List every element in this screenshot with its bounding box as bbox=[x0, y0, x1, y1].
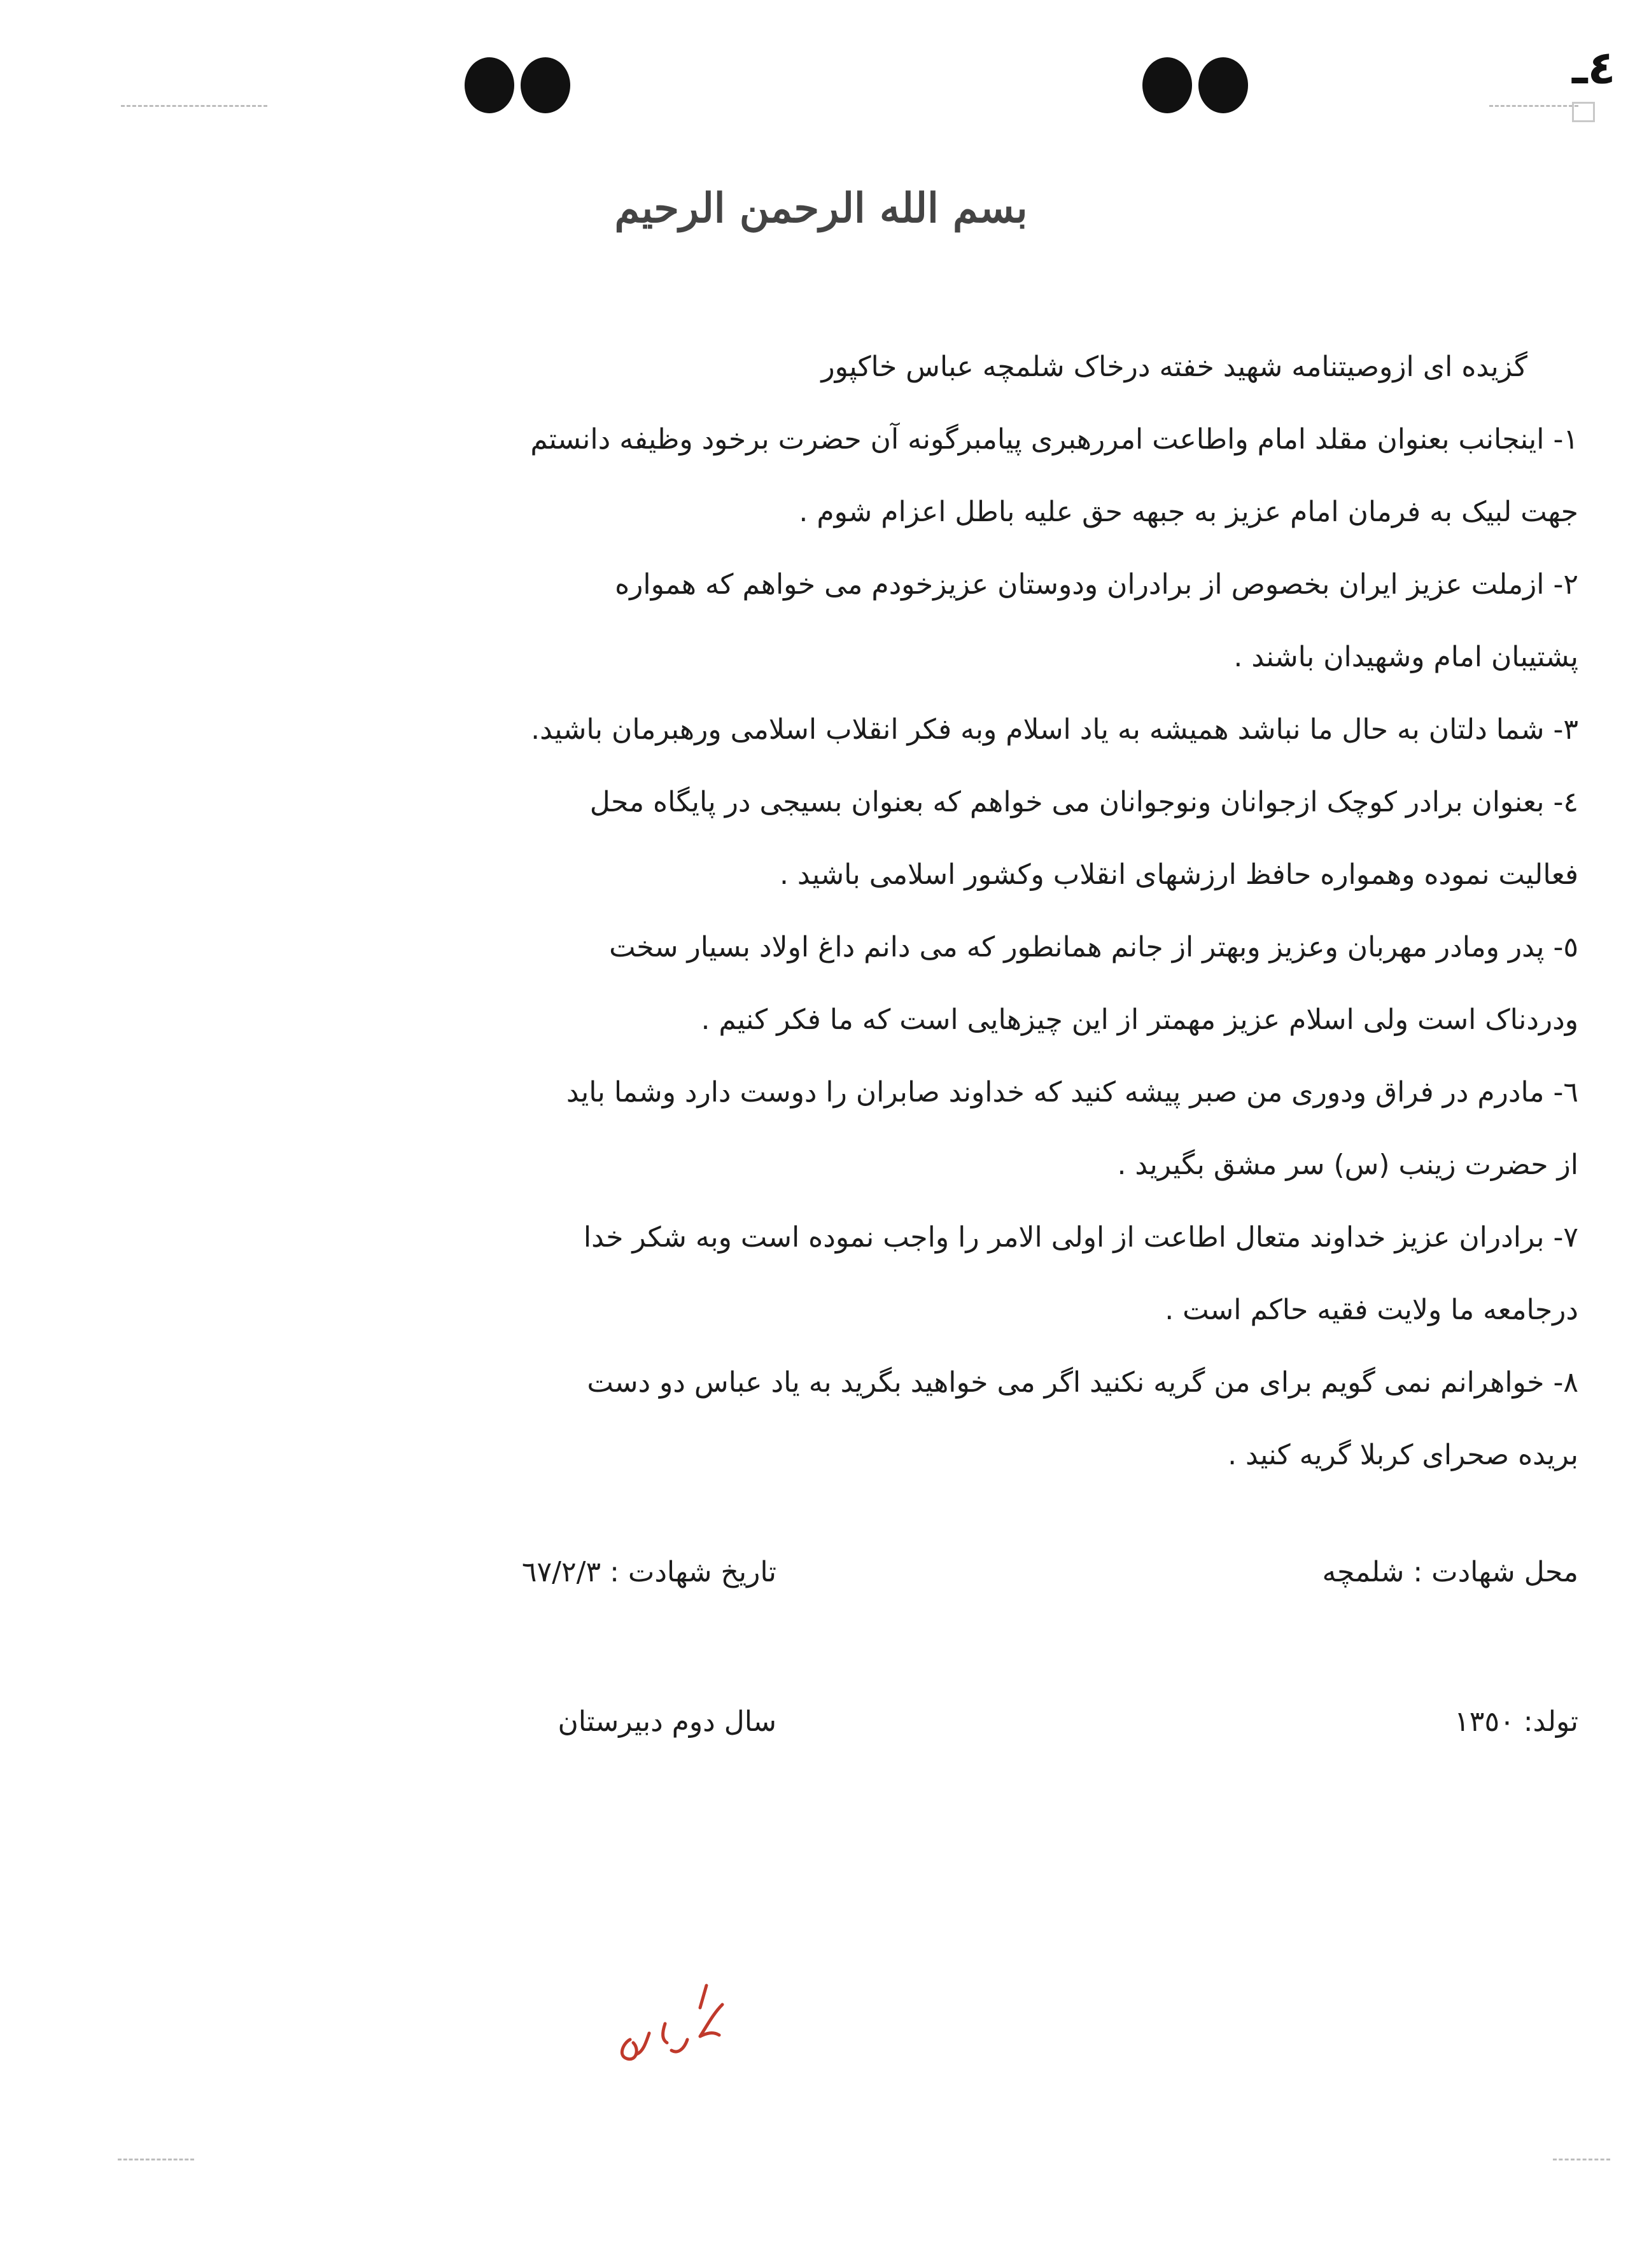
scan-square-mark bbox=[1572, 102, 1595, 122]
testament-body bbox=[191, 331, 1578, 1492]
paragraph-8-line-1: ٨- خواهرانم نمی گویم برای من گریه نکنید اگر می خواهید بگرید به یاد عباس دو دست bbox=[587, 1366, 1578, 1399]
handwritten-signature bbox=[611, 1979, 751, 2075]
scan-mark-top-right bbox=[1489, 105, 1578, 107]
paragraph-2-line-1: ٢- ازملت عزیز ایران بخصوص از برادران ودوستان عزیزخودم می خواهم که همواره bbox=[615, 568, 1578, 601]
birth-year: تولد: ١٣٥٠ bbox=[1454, 1705, 1578, 1738]
scan-mark-top-left bbox=[121, 105, 267, 107]
paragraph-3-line-1: ٣- شما دلتان به حال ما نباشد همیشه به یاد اسلام وبه فکر انقلاب اسلامی ورهبرمان باشید. bbox=[531, 713, 1578, 746]
intro-line: گزیده ای ازوصیتنامه شهید خفته درخاک شلمچه عباس خاکپور bbox=[821, 351, 1527, 383]
punch-hole-3 bbox=[1142, 57, 1192, 113]
date-of-martyrdom: تاریخ شهادت : ٦٧/٢/٣ bbox=[521, 1556, 776, 1588]
paragraph-5-line-1: ٥- پدر ومادر مهربان وعزیز وبهتر از جانم همانطور که می دانم داغ اولاد بسیار سخت bbox=[609, 931, 1578, 963]
punch-hole-1 bbox=[465, 57, 514, 113]
punch-hole-4 bbox=[1198, 57, 1248, 113]
paragraph-5-line-2: ودردناک است ولی اسلام عزیز مهمتر از این چیزهایی است که ما فکر کنیم . bbox=[701, 1004, 1578, 1036]
paragraph-2-line-2: پشتیبان امام وشهیدان باشند . bbox=[1233, 641, 1578, 673]
paragraph-6-line-2: از حضرت زینب (س) سر مشق بگیرید . bbox=[1117, 1149, 1578, 1181]
paragraph-7-line-2: درجامعه ما ولایت فقیه حاکم است . bbox=[1165, 1294, 1578, 1326]
place-of-martyrdom: محل شهادت : شلمچه bbox=[1322, 1556, 1578, 1588]
paragraph-7-line-1: ٧- برادران عزیز خداوند متعال اطاعت از اولی الامر را واجب نموده است وبه شکر خدا bbox=[583, 1221, 1578, 1254]
paragraph-1-line-2: جهت لبیک به فرمان امام عزیز به جبهه حق علیه باطل اعزام شوم . bbox=[799, 496, 1578, 528]
punch-hole-2 bbox=[521, 57, 570, 113]
page-heading: بسم الله الرحمن الرحيم bbox=[614, 185, 1028, 232]
paragraph-6-line-1: ٦- مادرم در فراق ودوری من صبر پیشه کنید که خداوند صابران را دوست دارد وشما باید bbox=[566, 1076, 1578, 1109]
paragraph-4-line-2: فعالیت نموده وهمواره حافظ ارزشهای انقلاب وکشور اسلامی باشید . bbox=[779, 858, 1578, 891]
scan-mark-bottom-right bbox=[1553, 2159, 1610, 2160]
paragraph-4-line-1: ٤- بعنوان برادر کوچک ازجوانان ونوجوانان می خواهم که بعنوان بسیجی در پایگاه محل bbox=[589, 786, 1578, 818]
paragraph-8-line-2: بریده صحرای کربلا گریه کنید . bbox=[1228, 1439, 1578, 1471]
birth-education-row bbox=[191, 1705, 1578, 1744]
martyrdom-details-row bbox=[191, 1556, 1578, 1594]
education-level: سال دوم دبیرستان bbox=[558, 1705, 776, 1738]
paragraph-1-line-1: ١- اینجانب بعنوان مقلد امام واطاعت امررهبری پیامبرگونه آن حضرت برخود وظیفه دانستم bbox=[530, 423, 1578, 456]
scan-mark-bottom-left bbox=[118, 2159, 194, 2160]
corner-page-mark: ٤ـ bbox=[1572, 41, 1616, 94]
